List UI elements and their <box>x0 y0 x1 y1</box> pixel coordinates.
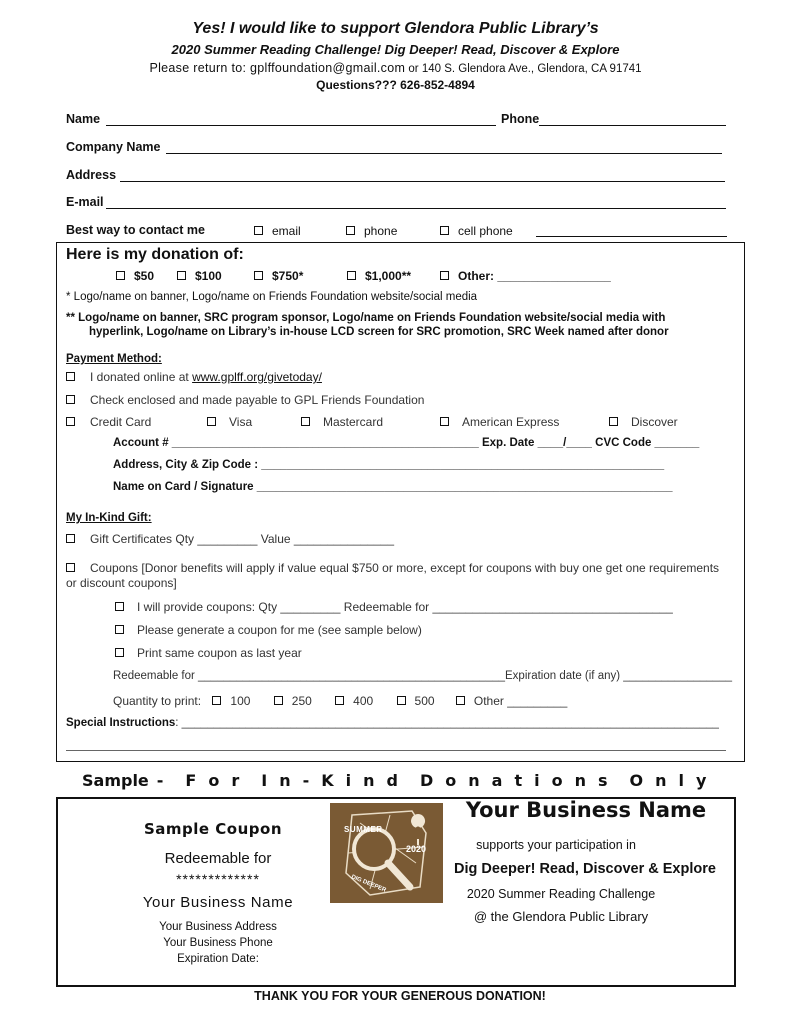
option-label: 250 <box>291 694 312 708</box>
checkbox[interactable] <box>254 271 263 280</box>
coupon-expiration: Expiration Date: <box>177 953 259 965</box>
summer-reading-logo <box>330 803 443 903</box>
special-line[interactable]: : ____________________________________________________________________________________ <box>175 717 719 729</box>
qty-400-option[interactable] <box>335 694 373 708</box>
checkbox[interactable] <box>115 625 124 634</box>
account-number-field[interactable]: Account # ________________________________________________ Exp. Date ____/____ CVC Code _______ <box>113 437 700 449</box>
option-label: Mastercard <box>323 415 384 429</box>
phone-field[interactable] <box>539 125 726 126</box>
checkbox[interactable] <box>440 417 449 426</box>
option-label: I will provide coupons: Qty _________ Redeemable for ____________________________________ <box>137 600 673 614</box>
return-street: or 140 S. Glendora Ave., Glendora, CA 91741 <box>405 63 642 75</box>
donation-heading: Here is my donation of: <box>66 246 244 263</box>
logo-dig-text: DIG DEEPER <box>350 874 387 894</box>
signature-field[interactable]: Name on Card / Signature _________________________________________________________________ <box>113 481 673 493</box>
logo-summer-text: SUMMER <box>344 825 383 834</box>
amount-100[interactable] <box>177 269 222 283</box>
header-title: Yes! I would like to support Glendora Public Library’s <box>192 20 599 37</box>
checkbox[interactable] <box>66 534 75 543</box>
coupon-redeemable: Redeemable for <box>164 850 272 867</box>
qty-100-option[interactable] <box>212 694 250 708</box>
givetoday-link[interactable]: www.gplff.org/givetoday/ <box>192 370 322 384</box>
qty-other-option[interactable] <box>456 694 567 708</box>
checkbox[interactable] <box>440 271 449 280</box>
amount-50[interactable] <box>116 269 154 283</box>
sample-title-letter: s <box>597 771 608 790</box>
special-instructions-line-2[interactable] <box>66 750 726 751</box>
option-label: cell phone <box>458 224 513 238</box>
card-credit-option[interactable] <box>66 415 151 429</box>
sample-title <box>82 771 722 790</box>
sample-title-letter: n <box>363 771 375 790</box>
special-instructions[interactable] <box>66 717 719 729</box>
amount-other[interactable] <box>440 269 611 283</box>
email-label: E-mail <box>66 195 104 209</box>
checkbox[interactable] <box>115 648 124 657</box>
option-label: 500 <box>414 694 435 708</box>
option-label: Gift Certificates Qty _________ Value _______________ <box>90 532 394 546</box>
sample-title-letter: n <box>655 771 667 790</box>
sample-title-letter: r <box>231 771 240 790</box>
checkbox[interactable] <box>347 271 356 280</box>
option-label: 100 <box>230 694 251 708</box>
sample-title-letter: Sample <box>82 771 149 790</box>
card-visa-option[interactable] <box>207 415 252 429</box>
sample-title-letter: a <box>491 771 503 790</box>
coupon-stars: ************* <box>176 871 260 887</box>
questions-phone: Questions??? 626-852-4894 <box>316 78 475 92</box>
amount-1000[interactable] <box>347 269 411 283</box>
sample-title-letter: - <box>302 771 310 790</box>
checkbox[interactable] <box>274 696 283 705</box>
amount-label: Other: _________________ <box>458 269 611 283</box>
payment-heading: Payment Method: <box>66 353 162 365</box>
checkbox[interactable] <box>456 696 465 705</box>
sample-title-letter: o <box>445 771 457 790</box>
option-label: Please generate a coupon for me (see sample below) <box>137 623 422 637</box>
checkbox[interactable] <box>66 563 75 572</box>
checkbox[interactable] <box>177 271 186 280</box>
redeemable-field[interactable]: Redeemable for ________________________________________________Expiration date (if any) _________________ <box>113 670 732 682</box>
option-label: Credit Card <box>90 415 152 429</box>
generate-coupon-option[interactable] <box>115 623 422 637</box>
contact-email-option[interactable] <box>254 224 301 238</box>
checkbox[interactable] <box>397 696 406 705</box>
donation-note-2b: hyperlink, Logo/name on Library’s in-house LCD screen for SRC promotion, SRC Week named after donor <box>89 326 669 338</box>
option-label: I donated online at <box>90 370 193 384</box>
option-label: 400 <box>353 694 374 708</box>
option-label: email <box>272 224 301 238</box>
address-label: Address <box>66 168 117 182</box>
sample-title-letter: y <box>695 771 707 790</box>
checkbox[interactable] <box>115 602 124 611</box>
right-library: @ the Glendora Public Library <box>473 909 649 924</box>
thank-you-footer: THANK YOU FOR YOUR GENEROUS DONATION! <box>254 989 546 1003</box>
billing-address-field[interactable]: Address, City & Zip Code : _______________________________________________________________ <box>113 459 665 471</box>
checkbox[interactable] <box>212 696 221 705</box>
sample-title-letter: i <box>345 771 352 790</box>
checkbox[interactable] <box>440 226 449 235</box>
gift-certificates-option[interactable] <box>66 532 394 546</box>
option-label: Other _________ <box>473 694 568 708</box>
option-label: Discover <box>631 415 678 429</box>
special-label: Special Instructions <box>66 717 176 729</box>
email-field[interactable] <box>106 208 726 209</box>
pay-online-option[interactable] <box>66 370 322 384</box>
coupon-biz-phone: Your Business Phone <box>163 937 273 949</box>
donation-note-2a: ** Logo/name on banner, SRC program sponsor, Logo/name on Friends Foundation website/social media with <box>66 312 666 324</box>
qty-label: Quantity to print: <box>113 694 202 708</box>
checkbox[interactable] <box>335 696 344 705</box>
checkbox[interactable] <box>346 226 355 235</box>
sample-title-letter: d <box>386 771 398 790</box>
checkbox[interactable] <box>254 226 263 235</box>
sample-title-letter: t <box>514 771 523 790</box>
provide-coupons-option[interactable] <box>115 600 673 614</box>
sample-title-letter: - <box>156 771 164 790</box>
qty-250-option[interactable] <box>274 694 312 708</box>
sample-title-letter: n <box>574 771 586 790</box>
coupons-option-cont: or discount coupons] <box>66 576 177 590</box>
sample-title-letter: n <box>468 771 480 790</box>
sample-title-letter: n <box>279 771 291 790</box>
right-supports: supports your participation in <box>476 838 636 852</box>
pay-check-option[interactable] <box>66 393 424 407</box>
checkbox[interactable] <box>301 417 310 426</box>
checkbox[interactable] <box>609 417 618 426</box>
return-address <box>0 61 791 75</box>
donation-note-1: * Logo/name on banner, Logo/name on Friends Foundation website/social media <box>66 291 478 303</box>
card-amex-option[interactable] <box>440 415 559 429</box>
amount-label: $100 <box>195 269 222 283</box>
option-label: American Express <box>462 415 560 429</box>
contact-cell-option[interactable] <box>440 224 513 238</box>
checkbox[interactable] <box>66 395 75 404</box>
checkbox[interactable] <box>66 372 75 381</box>
sample-title-letter: O <box>629 771 644 790</box>
sample-title-letter: K <box>321 771 334 790</box>
option-label: Print same coupon as last year <box>137 646 302 660</box>
sample-title-letter: o <box>208 771 220 790</box>
sample-title-letter: I <box>261 771 268 790</box>
phone-label: Phone <box>501 112 540 126</box>
right-program: Dig Deeper! Read, Discover & Explore <box>454 861 716 877</box>
coupon-business: Your Business Name <box>142 894 294 911</box>
option-label: Coupons [Donor benefits will apply if value equal $750 or more, except for coupons with buy one get one requirements <box>90 561 720 575</box>
card-mastercard-option[interactable] <box>301 415 383 429</box>
logo-year-text: 2020 <box>406 844 427 854</box>
amount-label: $50 <box>134 269 155 283</box>
coupons-option[interactable] <box>66 561 719 575</box>
sample-title-letter: F <box>185 771 197 790</box>
company-field[interactable] <box>166 153 722 154</box>
sample-title-letter: D <box>419 771 434 790</box>
option-label: Visa <box>229 415 253 429</box>
sample-title-letter: l <box>678 771 684 790</box>
amount-label: $750* <box>272 269 304 283</box>
header-subtitle: 2020 Summer Reading Challenge! Dig Deeper! Read, Discover & Explore <box>171 42 620 57</box>
qty-500-option[interactable] <box>397 694 435 708</box>
checkbox[interactable] <box>207 417 216 426</box>
amount-label: $1,000** <box>365 269 412 283</box>
contact-other-field[interactable] <box>536 236 727 237</box>
right-business-name: Your Business Name <box>465 798 707 822</box>
inkind-heading: My In-Kind Gift: <box>66 512 152 524</box>
contact-phone-option[interactable] <box>346 224 397 238</box>
card-discover-option[interactable] <box>609 415 678 429</box>
checkbox[interactable] <box>66 417 75 426</box>
name-field[interactable] <box>106 125 496 126</box>
address-field[interactable] <box>120 181 725 182</box>
coupon-biz-address: Your Business Address <box>159 921 277 933</box>
same-coupon-option[interactable] <box>115 646 302 660</box>
right-challenge: 2020 Summer Reading Challenge <box>466 887 656 901</box>
amount-750[interactable] <box>254 269 303 283</box>
name-label: Name <box>66 112 101 126</box>
checkbox[interactable] <box>116 271 125 280</box>
quantity-to-print <box>113 694 567 708</box>
sample-title-letter: o <box>551 771 563 790</box>
best-way-label: Best way to contact me <box>66 223 205 237</box>
return-email[interactable]: Please return to: gplffoundation@gmail.com <box>149 61 406 75</box>
sample-title-letter: i <box>534 771 540 790</box>
option-label: phone <box>364 224 398 238</box>
option-label: Check enclosed and made payable to GPL Friends Foundation <box>90 393 425 407</box>
company-label: Company Name <box>66 140 161 154</box>
coupon-title: Sample Coupon <box>143 820 283 838</box>
